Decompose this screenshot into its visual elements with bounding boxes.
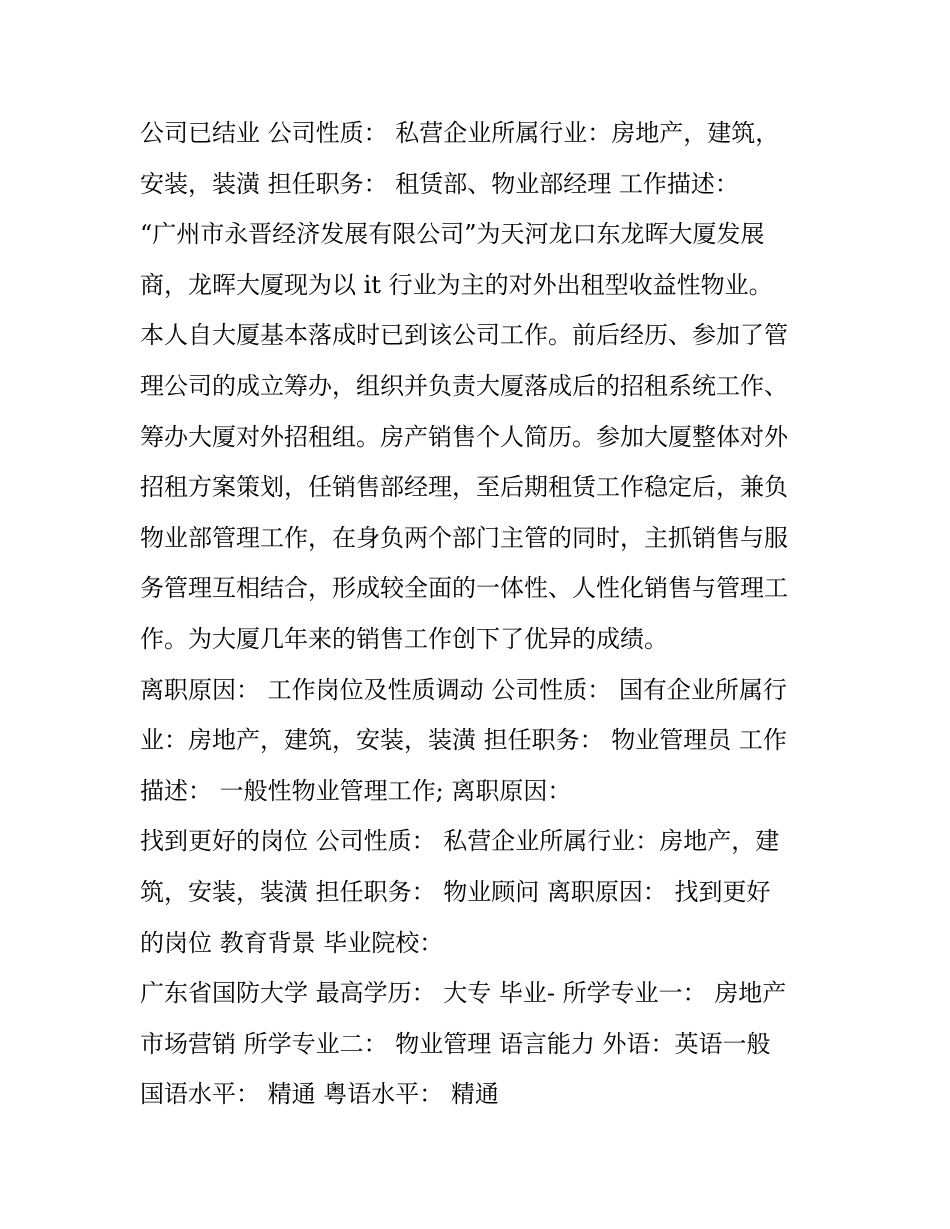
text-line: 找到更好的岗位 公司性质： 私营企业所属行业：房地产，建	[140, 827, 780, 856]
text-line: 描述： 一般性物业管理工作; 离职原因：	[140, 776, 572, 805]
text-line: 离职原因： 工作岗位及性质调动 公司性质： 国有企业所属行	[140, 675, 787, 704]
text-line: 的岗位 教育背景 毕业院校：	[140, 928, 444, 957]
text-line: 物业部管理工作，在身负两个部门主管的同时，主抓销售与服	[140, 523, 788, 552]
text-line: 商，龙晖大厦现为以 it 行业为主的对外出租型收益性物业。	[140, 270, 773, 299]
text-line: 安装，装潢 担任职务： 租赁部、物业部经理 工作描述：	[140, 169, 739, 198]
text-line: 国语水平： 精通 粤语水平： 精通	[140, 1080, 499, 1109]
text-line: 理公司的成立筹办，组织并负责大厦落成后的招租系统工作、	[140, 371, 788, 400]
text-line: 市场营销 所学专业二： 物业管理 语言能力 外语：英语一般	[140, 1029, 771, 1058]
text-line: 务管理互相结合，形成较全面的一体性、人性化销售与管理工	[140, 574, 788, 603]
text-line: 筹办大厦对外招租组。房产销售个人简历。参加大厦整体对外	[140, 422, 788, 451]
text-line: 业：房地产，建筑，安装，装潢 担任职务： 物业管理员 工作	[140, 726, 787, 755]
text-line: 本人自大厦基本落成时已到该公司工作。前后经历、参加了管	[140, 321, 788, 350]
resume-text-body	[140, 108, 820, 1120]
text-line: 筑，安装，装潢 担任职务： 物业顾问 离职原因： 找到更好	[140, 877, 771, 906]
text-line: 招租方案策划，任销售部经理，至后期租赁工作稳定后，兼负	[140, 473, 788, 502]
text-line: 广东省国防大学 最高学历： 大专 毕业- 所学专业一： 房地产	[140, 979, 787, 1008]
text-line: “广州市永晋经济发展有限公司”为天河龙口东龙晖大厦发展	[140, 220, 765, 249]
text-line: 作。为大厦几年来的销售工作创下了优异的成绩。	[140, 624, 668, 653]
text-line: 公司已结业 公司性质： 私营企业所属行业：房地产，建筑，	[140, 119, 780, 147]
